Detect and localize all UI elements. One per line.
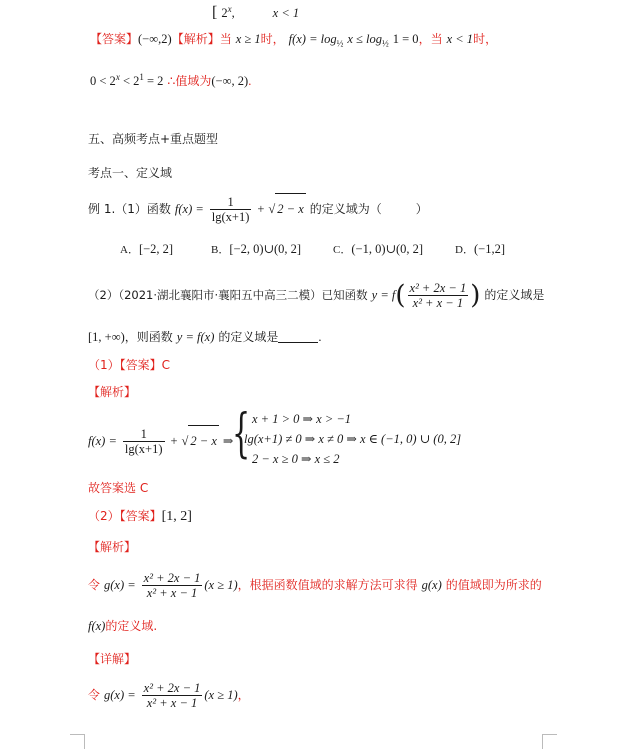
when-lt-tail: 时， <box>473 32 498 46</box>
top-brace-piece: [ <box>212 4 218 22</box>
sol2-analysis: 【解析】 <box>88 540 137 554</box>
example1-fx: f(x) = <box>174 202 204 216</box>
sol2-tail2: ， <box>237 688 250 702</box>
sol2-line2-text: 的定义域. <box>105 619 158 633</box>
sol2-ling: 令 <box>88 578 101 592</box>
sol2-num2: x² + 2x − 1 <box>143 681 201 695</box>
example1-tail: 的定义域为（ <box>309 202 382 216</box>
sol2-detail: 【详解】 <box>88 652 137 666</box>
sol1-final: 故答案选 C <box>88 481 149 495</box>
sol2-answer-label: （2）【答案】 <box>88 509 162 523</box>
example2-period: . <box>318 330 322 344</box>
answer-blank <box>278 330 318 343</box>
example2-line2-text: ，则函数 <box>124 330 173 344</box>
sol1-answer: （1）【答案】C <box>88 358 171 372</box>
example2-label: （2）（2021·湖北襄阳市·襄阳五中高三二模）已知函数 <box>88 288 368 302</box>
choice-a-key: A． <box>120 244 139 256</box>
sol1-fx: f(x) = <box>88 434 117 448</box>
conclusion-value: (−∞, 2) <box>211 74 249 89</box>
when-lt: 当 <box>430 32 443 46</box>
choice-b-val: [−2, 0)∪(0, 2] <box>229 242 302 256</box>
line2-exp2: 1 <box>139 72 144 82</box>
example2-rparen: ) <box>470 280 481 311</box>
conclusion-period: . <box>248 74 252 89</box>
sol2-ling2: 令 <box>88 688 101 702</box>
line2-mid: < 2 <box>119 74 140 89</box>
sol2-g2: g(x) = <box>104 688 136 702</box>
sol2-den: x² + x − 1 <box>146 586 198 600</box>
top-comma: , <box>231 6 235 21</box>
example2-line2 <box>88 328 322 346</box>
sol2-answer-val: [1, 2] <box>161 509 192 524</box>
answer1-value: (−∞,2) <box>138 32 172 46</box>
example1-close: ） <box>415 202 428 216</box>
example1-plus: + <box>257 202 265 216</box>
therefore-symbol: ∴ <box>167 74 176 89</box>
sol1-brace: { <box>232 404 251 464</box>
sol2-fraction2 <box>142 681 203 710</box>
sol2-fraction <box>142 571 203 600</box>
sol2-line2 <box>88 617 157 635</box>
corner-mark-right <box>542 734 557 749</box>
log-base-1: ½ <box>336 38 344 49</box>
line2-exp1: x <box>115 72 120 82</box>
sol2-gx: g(x) <box>421 578 442 592</box>
example1-den: lg(x+1) <box>211 210 250 224</box>
sol1-formula <box>88 425 233 456</box>
choice-d-val: (−1,2] <box>474 242 505 256</box>
example1-num: 1 <box>210 195 252 210</box>
sol2-line3 <box>88 680 250 710</box>
choice-d-key: D． <box>455 244 474 256</box>
sol2-line2-fx: f(x) <box>88 619 106 633</box>
sol2-text2: 的值域即为所求的 <box>445 578 542 592</box>
sol1-sys3: 2 − x ≥ 0 ⇒ x ≤ 2 <box>252 452 340 466</box>
example1-sqrt: 2 − x <box>275 193 305 224</box>
example2-lparen: ( <box>395 280 406 311</box>
top-exp: x <box>227 4 232 14</box>
example1-fraction <box>210 195 252 224</box>
sol1-plus: + <box>170 434 178 448</box>
sol2-den2: x² + x − 1 <box>146 696 198 710</box>
choice-a-val: [−2, 2] <box>138 242 174 256</box>
sol1-arrow: ⇒ <box>222 434 234 448</box>
fx-log-mid: x ≤ log <box>347 32 383 46</box>
answer1-line1 <box>90 30 497 53</box>
example1-label: 例 1.（1）函数 <box>88 202 171 216</box>
example2-fraction <box>408 281 469 310</box>
sol1-den: lg(x+1) <box>124 442 163 456</box>
choices-row <box>120 240 505 259</box>
answer1-line2 <box>90 68 251 90</box>
answer1-comma: ， <box>418 32 431 46</box>
example2-line <box>88 280 544 311</box>
conclusion-text: 值域为 <box>175 74 212 89</box>
sol2-line1 <box>88 570 542 600</box>
log-base-2: ½ <box>382 38 389 49</box>
analysis-tag: 【解析】 <box>171 32 220 46</box>
answer1-tag: 【答案】 <box>90 32 139 46</box>
sol2-answer <box>88 507 192 526</box>
example2-num: x² + 2x − 1 <box>409 281 467 295</box>
example2-line2-tail: 的定义域是 <box>218 330 279 344</box>
example2-den: x² + x − 1 <box>412 296 464 310</box>
sol1-fraction <box>123 427 165 456</box>
sol1-num: 1 <box>123 427 165 442</box>
sol1-sys2: lg(x+1) ≠ 0 ⇒ x ≠ 0 ⇒ x ∈ (−1, 0) ∪ (0, 2] <box>244 432 462 446</box>
cond-ge: x ≥ 1 <box>235 32 261 46</box>
line2-expr: 0 < 2 <box>90 74 116 89</box>
example2-line2-y: y = f(x) <box>176 330 215 344</box>
example2-y: y = f <box>371 288 396 302</box>
sol2-num: x² + 2x − 1 <box>143 571 201 585</box>
choice-c-key: C． <box>333 244 352 256</box>
example2-domain: [1, +∞) <box>88 330 125 344</box>
sol1-sqrt-sign: √ <box>181 434 189 448</box>
line2-end: = 2 <box>143 74 164 89</box>
corner-mark-left <box>70 734 85 749</box>
top-cut-line <box>212 0 299 22</box>
sol1-analysis: 【解析】 <box>88 385 137 399</box>
example2-tail: 的定义域是 <box>484 288 545 302</box>
when-ge-tail: 时， <box>260 32 285 46</box>
sol2-cond2: (x ≥ 1) <box>204 688 238 702</box>
top-cond: x < 1 <box>272 6 300 21</box>
sol1-sqrt: 2 − x <box>188 425 218 456</box>
sol2-cond: (x ≥ 1) <box>204 578 238 592</box>
example1-sqrt-sign: √ <box>268 202 276 216</box>
cond-lt: x < 1 <box>446 32 474 46</box>
section-title: 五、高频考点+重点题型 <box>88 132 219 146</box>
fx-log-expr: f(x) = log <box>288 32 337 46</box>
sol1-sys1: x + 1 > 0 ⇒ x > −1 <box>252 412 352 426</box>
example1-line <box>88 193 428 224</box>
sol2-text: ，根据函数值域的求解方法可求得 <box>237 578 418 592</box>
when-ge: 当 <box>219 32 232 46</box>
choice-c-val: (−1, 0)∪(0, 2] <box>351 242 424 256</box>
choice-b-key: B． <box>211 244 230 256</box>
top-expr: 2 <box>221 6 228 21</box>
fx-log-end: 1 = 0 <box>392 32 419 46</box>
kaodian-title: 考点一、定义域 <box>88 166 173 180</box>
sol2-g: g(x) = <box>104 578 136 592</box>
